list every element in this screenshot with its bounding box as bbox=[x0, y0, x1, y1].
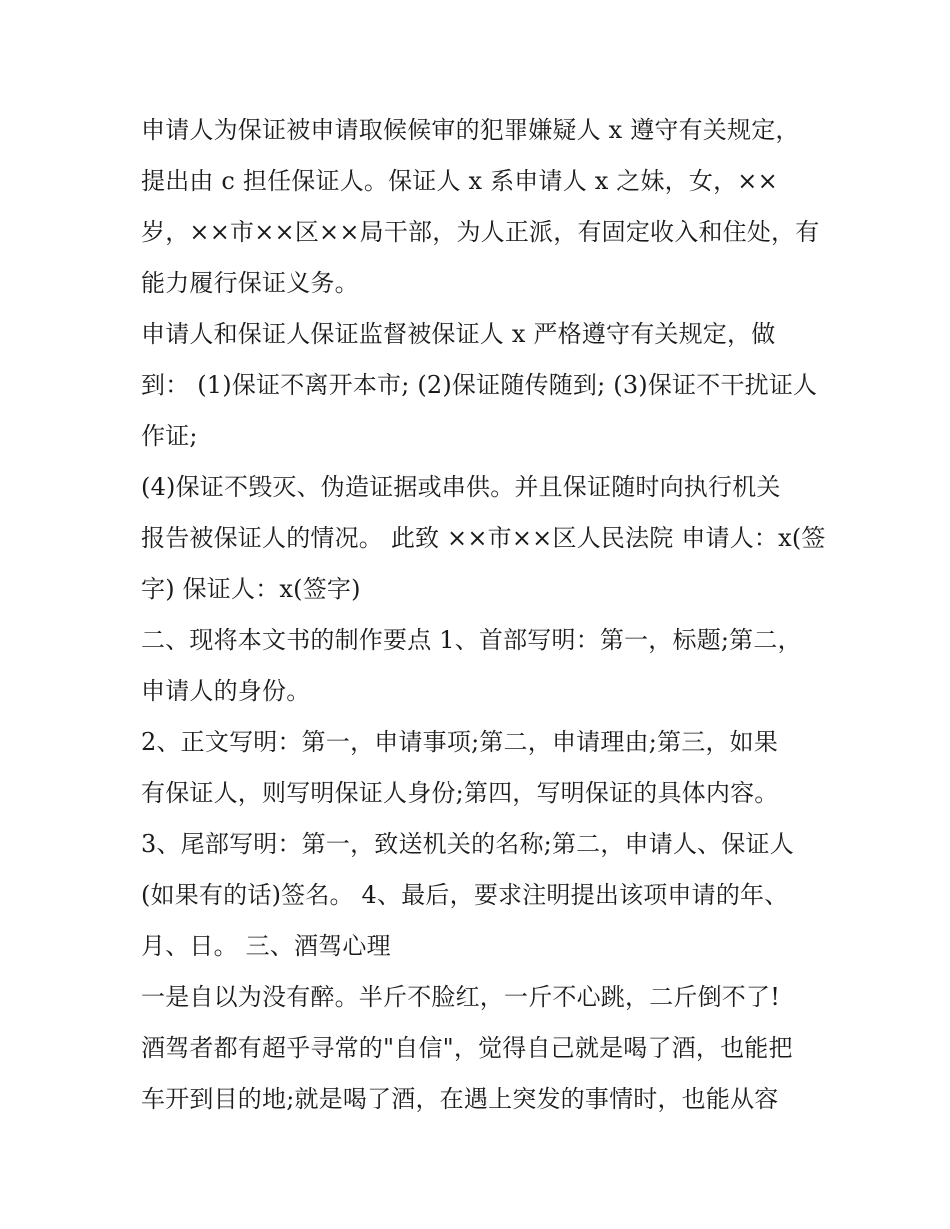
text-line: 能力履行保证义务。 bbox=[141, 269, 359, 297]
text-line: 申请人为保证被申请取候候审的犯罪嫌疑人 x 遵守有关规定， bbox=[141, 116, 800, 144]
text-line: 作证; bbox=[141, 422, 198, 450]
text-line: 2、正文写明：第一，申请事项;第二，申请理由;第三，如果 bbox=[141, 728, 779, 756]
text-line: 字) 保证人：x(签字) bbox=[141, 575, 361, 603]
text-line: 报告被保证人的情况。 此致 ××市××区人民法院 申请人：x(签 bbox=[141, 524, 826, 552]
text-line: 酒驾者都有超乎寻常的"自信"，觉得自己就是喝了酒，也能把 bbox=[141, 1034, 793, 1062]
text-line: 车开到目的地;就是喝了酒，在遇上突发的事情时，也能从容 bbox=[141, 1085, 779, 1113]
text-line: 一是自以为没有醉。半斤不脸红，一斤不心跳，二斤倒不了! bbox=[141, 983, 781, 1011]
document-body bbox=[141, 105, 826, 1125]
text-line: 申请人和保证人保证监督被保证人 x 严格遵守有关规定，做 bbox=[141, 320, 776, 348]
text-line: 月、日。 三、酒驾心理 bbox=[141, 932, 391, 960]
text-line: 二、现将本文书的制作要点 1、首部写明：第一，标题;第二， bbox=[141, 626, 802, 654]
text-line: 申请人的身份。 bbox=[141, 677, 311, 705]
text-line: 3、尾部写明：第一，致送机关的名称;第二，申请人、保证人 bbox=[141, 830, 794, 858]
text-line: (如果有的话)签名。 4、最后，要求注明提出该项申请的年、 bbox=[141, 881, 789, 909]
text-line: 到： (1)保证不离开本市; (2)保证随传随到; (3)保证不干扰证人 bbox=[141, 371, 818, 399]
text-line: 岁，××市××区××局干部，为人正派，有固定收入和住处，有 bbox=[141, 218, 820, 246]
text-line: 有保证人，则写明保证人身份;第四，写明保证的具体内容。 bbox=[141, 779, 779, 807]
text-line: (4)保证不毁灭、伪造证据或串供。并且保证随时向执行机关 bbox=[141, 473, 781, 501]
text-line: 提出由 c 担任保证人。保证人 x 系申请人 x 之妹，女，×× bbox=[141, 167, 778, 195]
